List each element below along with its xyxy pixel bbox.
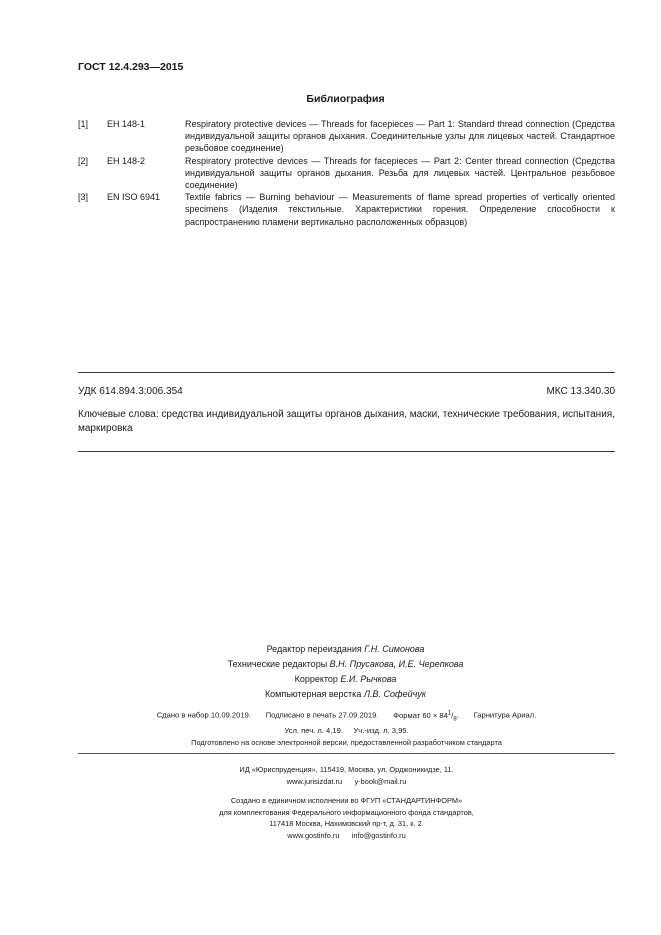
print-info [78, 707, 615, 737]
entry-code: ЕН 148-1 [107, 119, 146, 129]
standartinform-contacts [78, 830, 615, 842]
bibliography-entry [78, 118, 615, 155]
submitted-date: Сдано в набор 10.09.2019. [156, 710, 251, 720]
entry-text: Respiratory protective devices — Threads for facepieces — Part 2: Center thread connection (Средства индивидуальной защиты органов дыхания. Резьба для лицевых частей. Центральное резьбовое соединение) [185, 155, 615, 191]
entry-text: Respiratory protective devices — Threads for facepieces — Part 1: Standard thread connection (Средства индивидуальной защиты органов дыхания. Соединительные узлы для лицевых частей. Стандартное резьбовое соединение) [185, 119, 615, 154]
divider-publisher [78, 753, 615, 754]
entry-text: Textile fabrics — Burning behaviour — Measurements of flame spread properties of vertically oriented specimens (Изделия текстильные. Характеристики горения. Определение способности к распространению пламени вертикально расположенных образцов) [185, 192, 615, 227]
entry-number: [1] [78, 119, 89, 129]
standartinform-address: 117418 Москва, Нахимовский пр-т, д. 31, к. 2. [269, 819, 424, 828]
entry-number: [3] [78, 192, 89, 203]
udk-code: УДК 614.894.3:006.354 [78, 386, 183, 397]
publisher-sheets: Уч.-изд. л. 3,95. [353, 726, 409, 736]
mks-code: МКС 13.340.30 [546, 386, 615, 397]
paper-format: Формат $60 \times 84^1/_8$. [393, 710, 459, 723]
document-header: ГОСТ 12.4.293—2015 [78, 61, 184, 73]
entry-code: EN ISO 6941 [107, 192, 161, 203]
publisher-address: ИД «Юриспруденция», 115419, Москва, ул. Орджоникидзе, 11. [239, 765, 454, 774]
bibliography-entry [78, 155, 615, 192]
publisher-email: y-book@mail.ru [354, 776, 407, 786]
publisher-site: www.jurisizdat.ru [286, 776, 343, 786]
keywords: Ключевые слова: средства индивидуальной защиты органов дыхания, маски, технические требования, испытания, маркировка [78, 409, 615, 434]
signed-date: Подписано в печать 27.09.2019. [265, 710, 379, 720]
standartinform-block [78, 795, 615, 841]
bibliography-entry [78, 191, 615, 228]
typeface: Гарнитура Ариал. [473, 710, 537, 720]
bibliography-list [78, 118, 615, 228]
publisher-contacts [78, 776, 615, 788]
credit-corrector: Корректор Е.И. Рычкова [294, 674, 397, 684]
standartinform-line-1: Создано в единичном исполнении во ФГУП «СТАНДАРТИНФОРМ» [230, 796, 463, 805]
credit-layout: Компьютерная верстка Л.В. Софейчук [264, 689, 427, 699]
standartinform-email: info@gostinfo.ru [351, 830, 406, 840]
divider-top [78, 372, 615, 373]
publisher-block [78, 764, 615, 787]
credit-editor: Редактор переиздания Г.Н. Симонова [266, 644, 425, 654]
credit-tech-editors: Технические редакторы В.Н. Прусакова, И.Е. Черепкова [227, 659, 464, 669]
divider-bottom [78, 451, 615, 452]
entry-number: [2] [78, 155, 89, 166]
standartinform-line-2: для комплектования Федерального информационного фонда стандартов, [219, 807, 474, 817]
entry-code: ЕН 148-2 [107, 155, 146, 166]
bibliography-title: Библиография [306, 93, 385, 105]
prepared-note: Подготовлено на основе электронной версии, предоставленной разработчиком стандарта [191, 738, 502, 747]
credits-block [0, 642, 661, 702]
standartinform-site: www.gostinfo.ru [287, 830, 340, 840]
print-sheets: Усл. печ. л. 4,19. [284, 726, 343, 736]
